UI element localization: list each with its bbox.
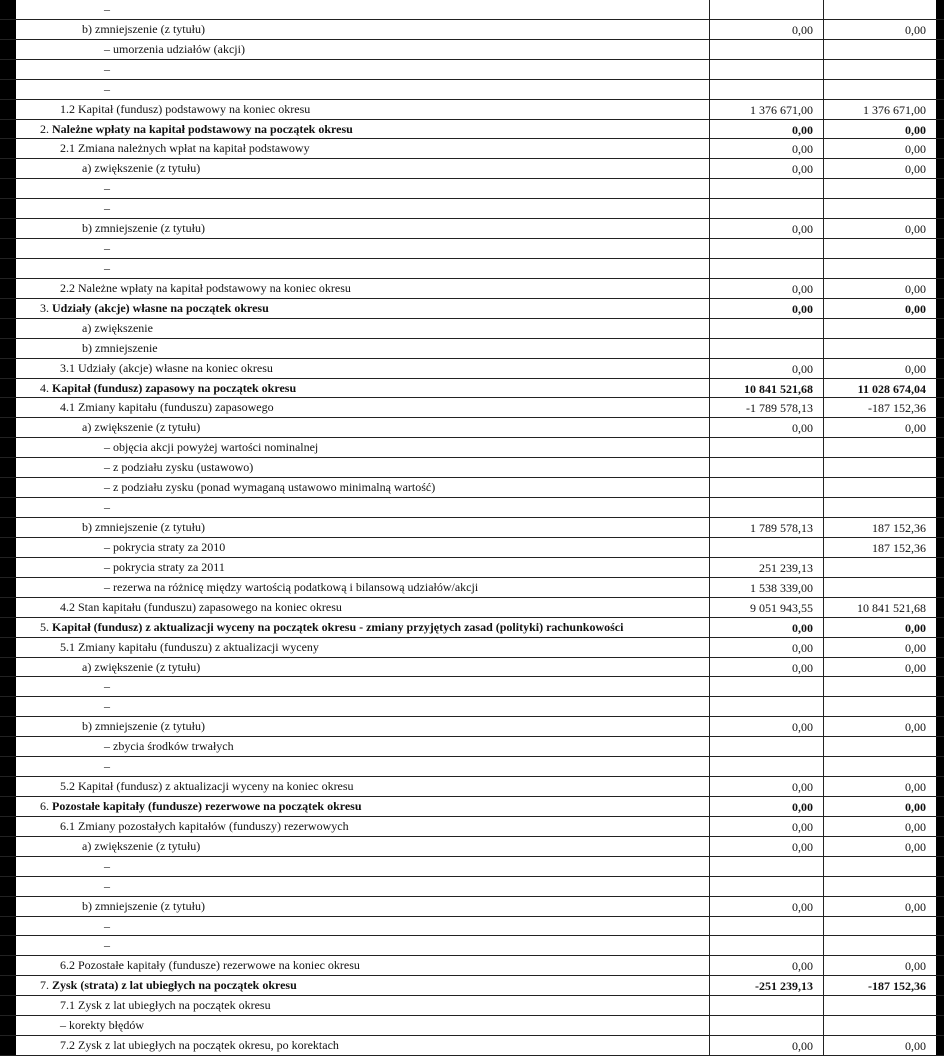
row-text: Zmiany kapitału (funduszu) z aktualizacji wyceny <box>78 639 319 654</box>
row-text: – <box>104 241 110 256</box>
table-row <box>0 100 944 120</box>
table-row <box>0 737 944 757</box>
row-number: 6.1 <box>60 818 78 833</box>
row-label <box>60 101 310 117</box>
row-number: – <box>104 559 113 574</box>
value-current-period: -1 789 578,13 <box>746 401 813 416</box>
row-text: zwiększenie <box>94 320 153 335</box>
table-row <box>0 259 944 279</box>
row-label <box>104 579 478 595</box>
table-row <box>0 757 944 777</box>
row-text: zwiększenie (z tytułu) <box>94 659 201 674</box>
row-number: a) <box>82 420 95 435</box>
row-text: – <box>104 500 110 515</box>
table-row <box>0 219 944 239</box>
table-row <box>0 837 944 857</box>
row-text: zmniejszenie (z tytułu) <box>95 520 205 535</box>
row-text: Pozostałe kapitały (fundusze) rezerwowe na koniec okresu <box>78 958 360 973</box>
row-label <box>82 220 205 236</box>
table-row <box>0 956 944 976</box>
row-label <box>60 360 273 376</box>
row-text: – <box>104 679 110 694</box>
row-number: 5.2 <box>60 779 78 794</box>
table-row <box>0 697 944 717</box>
row-label <box>104 439 318 455</box>
row-label <box>82 718 205 734</box>
value-current-period: 0,00 <box>792 819 813 834</box>
row-text: – <box>104 201 110 216</box>
table-row <box>0 877 944 897</box>
value-current-period: 0,00 <box>792 122 813 137</box>
row-label <box>104 61 110 77</box>
row-number: – <box>104 41 113 56</box>
row-number: b) <box>82 21 95 36</box>
value-previous-period: 0,00 <box>905 660 926 675</box>
row-number: a) <box>82 659 95 674</box>
table-row <box>0 797 944 817</box>
row-label <box>82 519 205 535</box>
row-text: pokrycia straty za 2011 <box>113 559 225 574</box>
row-number: 5.1 <box>60 639 78 654</box>
row-text: Zmiana należnych wpłat na kapitał podstawowy <box>78 141 310 156</box>
row-number: – <box>104 739 113 754</box>
row-label <box>104 918 110 934</box>
table-row <box>0 239 944 259</box>
row-text: Zmiany kapitału (funduszu) zapasowego <box>78 400 274 415</box>
row-text: zmniejszenie (z tytułu) <box>95 21 205 36</box>
row-text: Kapitał (fundusz) z aktualizacji wyceny na koniec okresu <box>78 779 354 794</box>
row-text: Kapitał (fundusz) z aktualizacji wyceny na początek okresu - zmiany przyjętych zasad (polityki) rachunkowości <box>52 619 624 634</box>
table-row <box>0 199 944 219</box>
row-label <box>104 559 225 575</box>
row-label <box>104 200 110 216</box>
row-label <box>104 81 110 97</box>
row-label <box>104 260 110 276</box>
value-current-period: 0,00 <box>792 421 813 436</box>
row-label <box>40 798 362 814</box>
value-current-period: 0,00 <box>792 660 813 675</box>
table-row <box>0 279 944 299</box>
row-text: Pozostałe kapitały (fundusze) rezerwowe na początek okresu <box>52 798 362 813</box>
value-current-period: 1 538 339,00 <box>750 580 813 595</box>
value-previous-period: 0,00 <box>905 959 926 974</box>
table-row <box>0 40 944 60</box>
table-row <box>0 976 944 996</box>
row-number: b) <box>82 898 95 913</box>
row-text: – <box>104 938 110 953</box>
row-text: – <box>104 181 110 196</box>
value-previous-period: 0,00 <box>905 421 926 436</box>
row-text: rezerwa na różnicę między wartością podatkową i bilansową udziałów/akcji <box>113 579 479 594</box>
row-number: 2. <box>40 121 52 136</box>
row-number: – <box>60 1018 69 1033</box>
row-text: objęcia akcji powyżej wartości nominalnej <box>113 440 319 455</box>
table-row <box>0 319 944 339</box>
table-row <box>0 398 944 418</box>
table-row <box>0 598 944 618</box>
row-text: Zmiany pozostałych kapitałów (funduszy) rezerwowych <box>78 818 349 833</box>
table-row <box>0 159 944 179</box>
row-number: – <box>104 440 113 455</box>
row-label <box>104 499 110 515</box>
value-current-period: 0,00 <box>792 959 813 974</box>
row-label <box>104 858 110 874</box>
value-previous-period: 0,00 <box>905 899 926 914</box>
table-row <box>0 538 944 558</box>
row-number: b) <box>82 719 95 734</box>
table-row <box>0 1016 944 1036</box>
value-previous-period: 10 841 521,68 <box>857 600 926 615</box>
row-label <box>40 977 297 993</box>
value-current-period: 0,00 <box>792 720 813 735</box>
table-row <box>0 936 944 956</box>
row-number: 6.2 <box>60 958 78 973</box>
table-row <box>0 618 944 638</box>
table-row <box>0 518 944 538</box>
row-text: Stan kapitału (funduszu) zapasowego na koniec okresu <box>78 599 342 614</box>
row-number: 7. <box>40 978 52 993</box>
row-label <box>82 838 200 854</box>
value-previous-period: 0,00 <box>905 301 926 316</box>
row-label <box>104 698 110 714</box>
row-text: zmniejszenie (z tytułu) <box>95 221 205 236</box>
value-previous-period: 0,00 <box>905 142 926 157</box>
table-row <box>0 478 944 498</box>
row-label <box>104 878 110 894</box>
value-current-period: 0,00 <box>792 799 813 814</box>
row-label <box>82 320 153 336</box>
value-current-period: 1 789 578,13 <box>750 521 813 536</box>
row-label <box>82 21 205 37</box>
value-current-period: 0,00 <box>792 1039 813 1054</box>
row-label <box>82 160 200 176</box>
row-label <box>104 240 110 256</box>
table-row <box>0 339 944 359</box>
row-text: zwiększenie (z tytułu) <box>94 420 201 435</box>
value-current-period: 10 841 521,68 <box>744 381 813 396</box>
row-text: Kapitał (fundusz) podstawowy na koniec okresu <box>78 101 311 116</box>
table-row <box>0 60 944 80</box>
value-current-period: 251 239,13 <box>759 560 813 575</box>
table-row <box>0 359 944 379</box>
value-previous-period: 11 028 674,04 <box>857 381 926 396</box>
row-text: – <box>104 918 110 933</box>
table-row <box>0 20 944 40</box>
table-row <box>0 558 944 578</box>
table-row <box>0 777 944 797</box>
row-text: zbycia środków trwałych <box>113 739 234 754</box>
row-label <box>40 121 353 137</box>
table-row <box>0 418 944 438</box>
row-number: b) <box>82 520 95 535</box>
value-previous-period: 0,00 <box>905 361 926 376</box>
table-row <box>0 80 944 100</box>
table-row <box>0 438 944 458</box>
table-row <box>0 638 944 658</box>
value-current-period: 9 051 943,55 <box>750 600 813 615</box>
row-number: a) <box>82 838 95 853</box>
row-label <box>60 818 349 834</box>
row-text: korekty błędów <box>69 1018 144 1033</box>
row-text: zwiększenie (z tytułu) <box>94 838 201 853</box>
row-label <box>60 599 342 615</box>
row-number: – <box>104 480 113 495</box>
table-row <box>0 498 944 518</box>
row-text: zmniejszenie (z tytułu) <box>95 898 205 913</box>
row-text: – <box>104 759 110 774</box>
row-label <box>104 41 245 57</box>
table-row <box>0 917 944 937</box>
row-text: Zysk z lat ubiegłych na początek okresu, po korektach <box>78 1038 339 1053</box>
value-previous-period: 0,00 <box>905 281 926 296</box>
value-previous-period: -187 152,36 <box>868 979 926 994</box>
row-text: – <box>104 2 110 16</box>
row-number: 6. <box>40 798 52 813</box>
table-row <box>0 677 944 697</box>
value-previous-period: 0,00 <box>905 1039 926 1054</box>
row-number: 1.2 <box>60 101 78 116</box>
value-previous-period: 0,00 <box>905 780 926 795</box>
row-label <box>104 479 435 495</box>
row-text: Zysk z lat ubiegłych na początek okresu <box>78 998 271 1013</box>
row-number: a) <box>82 320 95 335</box>
row-label <box>60 399 274 415</box>
value-current-period: 1 376 671,00 <box>750 102 813 117</box>
row-number: – <box>104 460 113 475</box>
value-previous-period: 0,00 <box>905 839 926 854</box>
row-number: 4. <box>40 380 52 395</box>
row-number: 3.1 <box>60 360 78 375</box>
row-label <box>82 340 158 356</box>
row-text: Kapitał (fundusz) zapasowy na początek okresu <box>52 380 297 395</box>
table-row <box>0 458 944 478</box>
value-current-period: 0,00 <box>792 899 813 914</box>
value-current-period: 0,00 <box>792 301 813 316</box>
row-text: Należne wpłaty na kapitał podstawowy na koniec okresu <box>78 280 351 295</box>
value-previous-period: 0,00 <box>905 620 926 635</box>
value-previous-period: 0,00 <box>905 720 926 735</box>
row-text: z podziału zysku (ustawowo) <box>113 460 254 475</box>
row-text: – <box>104 878 110 893</box>
row-number: 2.2 <box>60 280 78 295</box>
row-label <box>82 419 200 435</box>
row-label <box>60 639 319 655</box>
value-current-period: 0,00 <box>792 22 813 37</box>
row-number: a) <box>82 161 95 176</box>
row-number: 7.2 <box>60 1038 78 1053</box>
value-previous-period: 0,00 <box>905 22 926 37</box>
table-row <box>0 658 944 678</box>
value-current-period: 0,00 <box>792 620 813 635</box>
value-current-period: 0,00 <box>792 839 813 854</box>
row-text: – <box>104 61 110 76</box>
row-label <box>60 140 310 156</box>
row-number: 7.1 <box>60 998 78 1013</box>
value-previous-period: 0,00 <box>905 162 926 177</box>
table-row <box>0 139 944 159</box>
row-number: b) <box>82 221 95 236</box>
row-label <box>82 898 205 914</box>
row-label <box>104 539 225 555</box>
table-row <box>0 0 944 20</box>
table-row <box>0 897 944 917</box>
row-label <box>82 659 200 675</box>
value-current-period: 0,00 <box>792 162 813 177</box>
row-label <box>60 280 351 296</box>
row-text: Udziały (akcje) własne na początek okresu <box>52 300 269 315</box>
row-text: zwiększenie (z tytułu) <box>94 161 201 176</box>
table-row <box>0 379 944 399</box>
row-number: – <box>104 579 113 594</box>
table-row <box>0 1036 944 1056</box>
row-text: – <box>104 261 110 276</box>
row-label <box>104 937 110 953</box>
row-label <box>104 758 110 774</box>
value-previous-period: 0,00 <box>905 640 926 655</box>
row-text: Należne wpłaty na kapitał podstawowy na początek okresu <box>52 121 353 136</box>
row-text: zmniejszenie <box>95 340 158 355</box>
value-previous-period: 0,00 <box>905 222 926 237</box>
row-text: umorzenia udziałów (akcji) <box>113 41 245 56</box>
row-number: 2.1 <box>60 141 78 156</box>
row-label <box>104 1 110 17</box>
row-text: Udziały (akcje) własne na koniec okresu <box>78 360 273 375</box>
table-row <box>0 857 944 877</box>
row-label <box>40 300 269 316</box>
value-current-period: 0,00 <box>792 222 813 237</box>
table-row <box>0 996 944 1016</box>
value-current-period: -251 239,13 <box>755 979 813 994</box>
row-number: 4.1 <box>60 400 78 415</box>
table-row <box>0 299 944 319</box>
row-label <box>60 997 271 1013</box>
table-row <box>0 817 944 837</box>
row-number: b) <box>82 340 95 355</box>
value-previous-period: 1 376 671,00 <box>863 102 926 117</box>
table-row <box>0 578 944 598</box>
row-label <box>40 619 623 635</box>
value-current-period: 0,00 <box>792 780 813 795</box>
value-previous-period: -187 152,36 <box>868 401 926 416</box>
row-label <box>104 738 234 754</box>
row-label <box>60 778 354 794</box>
value-current-period: 0,00 <box>792 142 813 157</box>
table-row <box>0 179 944 199</box>
row-text: – <box>104 858 110 873</box>
value-previous-period: 0,00 <box>905 799 926 814</box>
row-label <box>104 459 253 475</box>
row-number: 4.2 <box>60 599 78 614</box>
row-text: – <box>104 81 110 96</box>
table-row <box>0 717 944 737</box>
row-label <box>60 1037 339 1053</box>
row-text: zmniejszenie (z tytułu) <box>95 719 205 734</box>
row-text: – <box>104 699 110 714</box>
row-label <box>40 380 296 396</box>
row-text: Zysk (strata) z lat ubiegłych na początek okresu <box>52 978 297 993</box>
value-current-period: 0,00 <box>792 640 813 655</box>
value-previous-period: 187 152,36 <box>872 540 926 555</box>
row-text: pokrycia straty za 2010 <box>113 539 226 554</box>
row-label <box>104 180 110 196</box>
row-label <box>60 1017 144 1033</box>
row-number: 3. <box>40 300 52 315</box>
row-number: – <box>104 539 113 554</box>
row-text: z podziału zysku (ponad wymaganą ustawowo minimalną wartość) <box>113 480 436 495</box>
value-previous-period: 0,00 <box>905 819 926 834</box>
value-previous-period: 0,00 <box>905 122 926 137</box>
value-current-period: 0,00 <box>792 281 813 296</box>
row-label <box>104 678 110 694</box>
row-label <box>60 957 360 973</box>
value-previous-period: 187 152,36 <box>872 521 926 536</box>
value-current-period: 0,00 <box>792 361 813 376</box>
row-number: 5. <box>40 619 52 634</box>
table-row <box>0 120 944 140</box>
